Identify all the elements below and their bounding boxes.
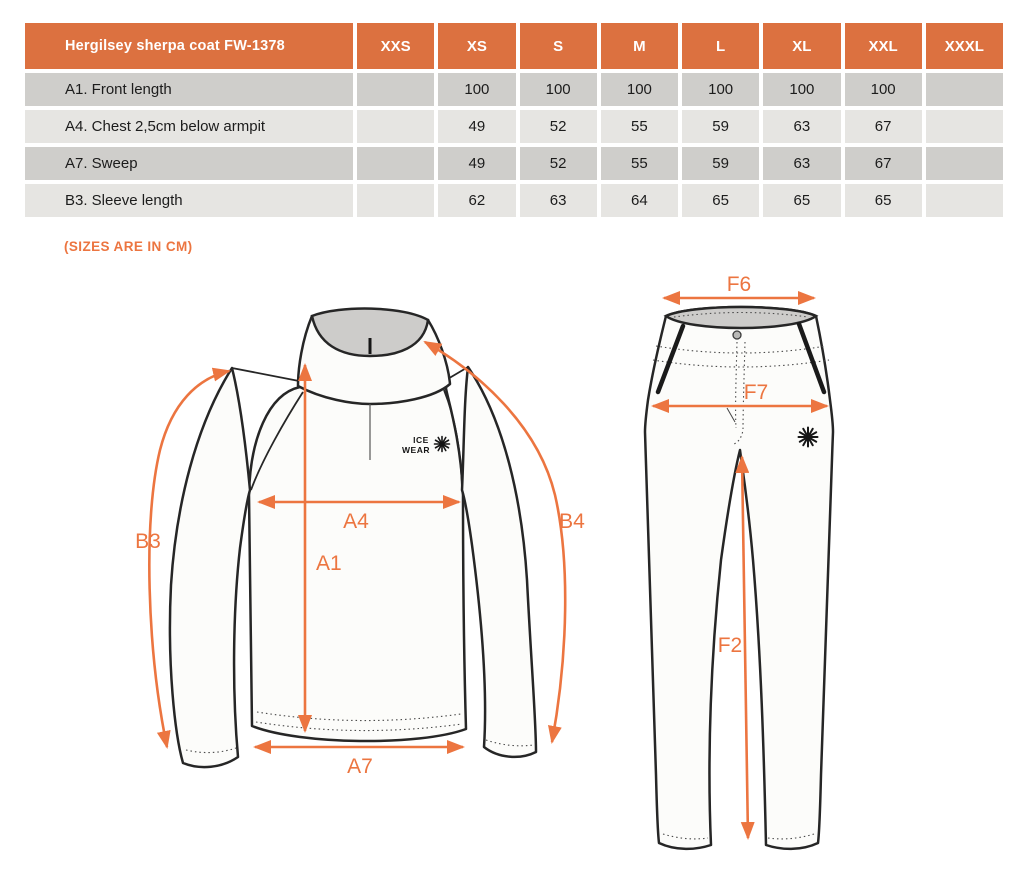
size-value: 65: [682, 184, 759, 217]
f2-measure-arrow: [742, 457, 748, 838]
size-value: 67: [845, 110, 922, 143]
brand-logo-text-line1: ICE: [413, 435, 429, 445]
size-value: 100: [682, 73, 759, 106]
label-a7: A7: [347, 755, 373, 778]
size-value: 63: [763, 110, 840, 143]
size-value: 62: [438, 184, 515, 217]
label-a1: A1: [316, 552, 342, 575]
size-value: 63: [763, 147, 840, 180]
product-title: Hergilsey sherpa coat FW-1378: [25, 23, 353, 69]
jacket-body: [249, 387, 466, 741]
jacket-diagram: [135, 309, 585, 778]
size-value: 67: [845, 147, 922, 180]
measurement-label: A1. Front length: [25, 73, 353, 106]
size-value: 100: [438, 73, 515, 106]
pants-body: [645, 307, 833, 849]
size-value: 59: [682, 147, 759, 180]
size-value: 49: [438, 147, 515, 180]
size-value: 52: [520, 110, 597, 143]
jacket-sleeve-left: [170, 368, 250, 767]
measurement-label: A7. Sweep: [25, 147, 353, 180]
size-value: 64: [601, 184, 678, 217]
size-col-xxs: XXS: [357, 23, 434, 69]
size-col-m: M: [601, 23, 678, 69]
size-value: 49: [438, 110, 515, 143]
size-value: 100: [763, 73, 840, 106]
size-value: 100: [845, 73, 922, 106]
size-col-xxxl: XXXL: [926, 23, 1003, 69]
size-col-xl: XL: [763, 23, 840, 69]
pants-diagram: [645, 273, 833, 849]
size-value: 55: [601, 147, 678, 180]
size-value: 100: [520, 73, 597, 106]
size-value: 59: [682, 110, 759, 143]
brand-logo-text-line2: WEAR: [402, 445, 430, 455]
measurement-label: B3. Sleeve length: [25, 184, 353, 217]
size-value: 52: [520, 147, 597, 180]
shoulder-line-left: [232, 368, 299, 381]
size-col-xxl: XXL: [845, 23, 922, 69]
label-f7: F7: [743, 381, 769, 404]
label-b3: B3: [135, 530, 161, 553]
measurement-label: A4. Chest 2,5cm below armpit: [25, 110, 353, 143]
size-value: 100: [601, 73, 678, 106]
size-value: 63: [520, 184, 597, 217]
jacket-sleeve-right: [462, 367, 536, 757]
size-col-s: S: [520, 23, 597, 69]
waistband-inside: [666, 307, 816, 328]
waist-button: [733, 331, 741, 339]
size-col-l: L: [682, 23, 759, 69]
label-a4: A4: [343, 510, 369, 533]
label-b4: B4: [559, 510, 585, 533]
size-value: 55: [601, 110, 678, 143]
label-f6: F6: [726, 273, 752, 296]
size-value: 65: [845, 184, 922, 217]
size-col-xs: XS: [438, 23, 515, 69]
size-value: 65: [763, 184, 840, 217]
units-note: (SIZES ARE IN CM): [64, 239, 193, 254]
label-f2: F2: [717, 634, 743, 657]
